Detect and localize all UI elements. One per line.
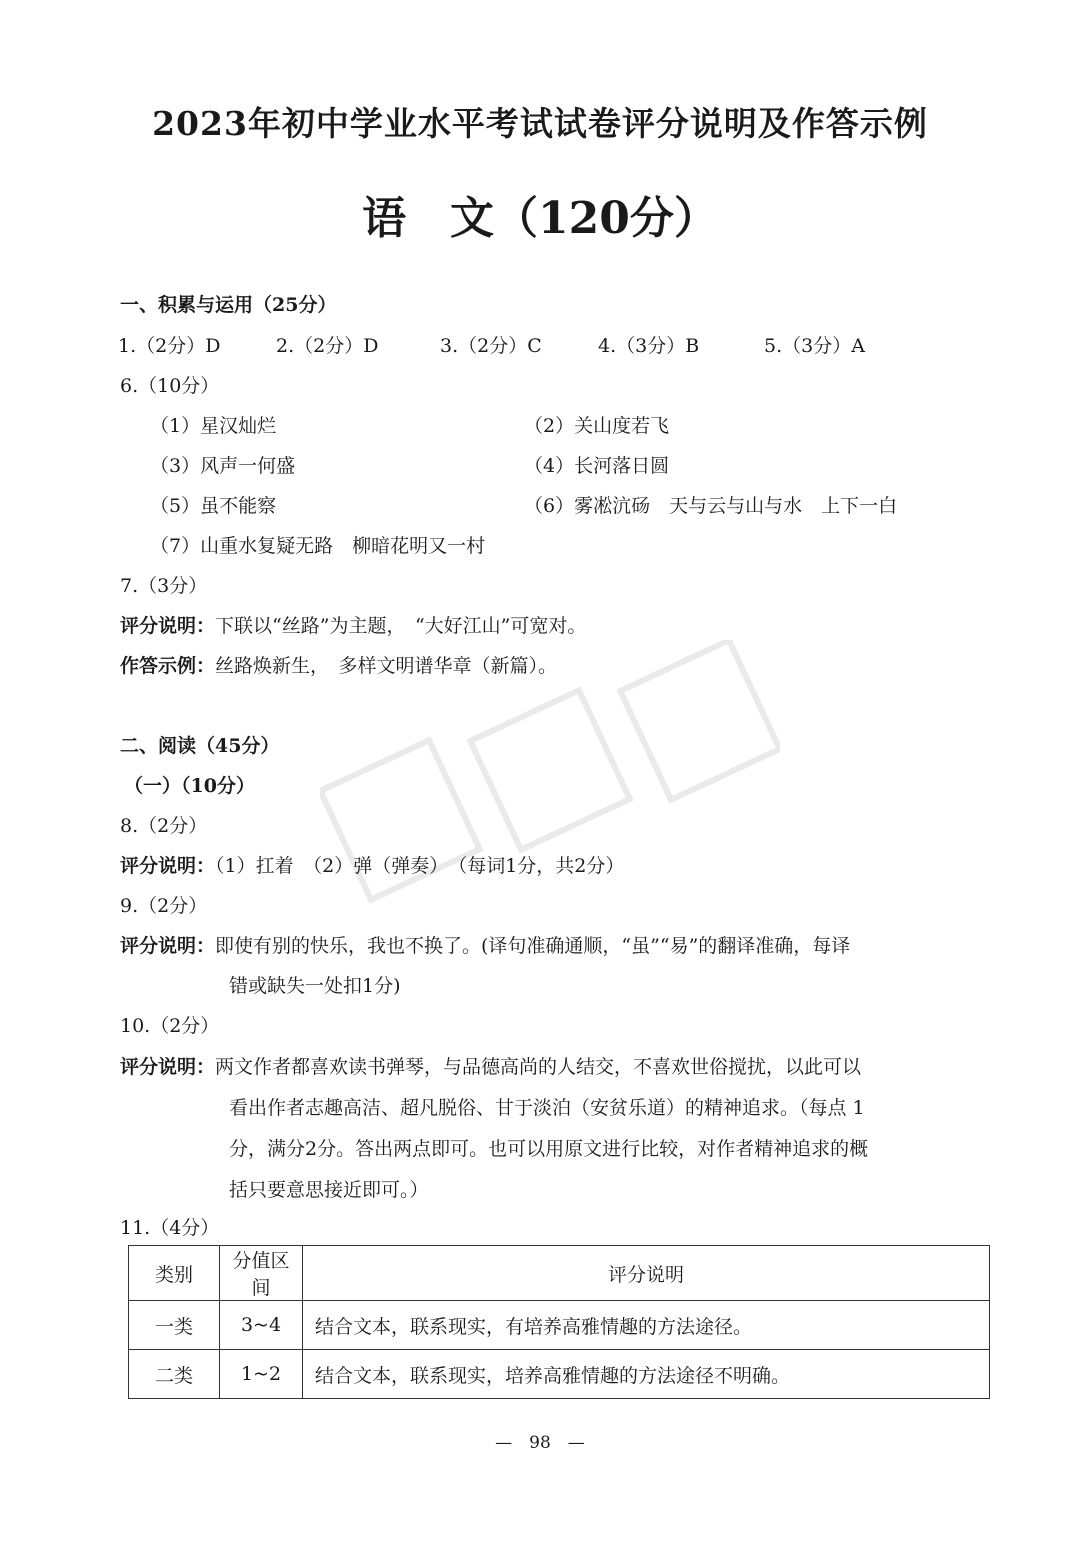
scoring-text: 即使有别的快乐，我也不换了。(译句准确通顺，“虽”“易”的翻译准确，每译 [215,935,851,957]
scoring-label: 评分说明： [120,615,216,637]
table-cell-description: 结合文本，联系现实，培养高雅情趣的方法途径不明确。 [303,1350,990,1399]
table-cell-score: 3~4 [220,1301,303,1350]
table-header-category: 类别 [129,1246,220,1301]
table-header-row [129,1246,990,1301]
answer-q4: 4.（3分）B [598,335,700,357]
page-number: — 98 — [495,1433,585,1453]
answer-q6-7: （7）山重水复疑无路 柳暗花明又一村 [150,535,486,557]
table-header-score-range: 分值区间 [220,1246,303,1301]
scoring-label: 评分说明： [120,935,216,957]
question-7: 7.（3分） [120,575,208,597]
table-cell-score: 1~2 [220,1350,303,1399]
answer-q5: 5.（3分）A [764,335,865,357]
answer-q1: 1.（2分）D [118,335,221,357]
table-header-description: 评分说明 [303,1246,990,1301]
section1-heading: 一、积累与运用（25分） [120,294,337,316]
answer-q6-6: （6）雾凇沆砀 天与云与山与水 上下一白 [524,495,898,517]
table-cell-description: 结合文本，联系现实，有培养高雅情趣的方法途径。 [303,1301,990,1350]
q9-scoring-note-cont: 错或缺失一处扣1分) [229,975,401,997]
table-cell-category: 一类 [129,1301,220,1350]
question-11: 11.（4分） [120,1217,220,1239]
question-6: 6.（10分） [120,375,220,397]
q10-scoring-note [120,1054,861,1080]
question-10: 10.（2分） [120,1015,220,1037]
table-row [129,1350,990,1399]
example-text: 丝路焕新生， 多样文明谱华章（新篇）。 [215,655,558,677]
table-row [129,1301,990,1350]
scoring-text: （1）扛着 （2）弹（弹奏） （每词1分，共2分） [215,855,625,877]
q10-scoring-note-line4: 括只要意思接近即可。） [229,1179,429,1201]
q10-scoring-note-line2: 看出作者志趣高洁、超凡脱俗、甘于淡泊（安贫乐道）的精神追求。（每点 1 [229,1097,865,1119]
scoring-text: 两文作者都喜欢读书弹琴，与品德高尚的人结交，不喜欢世俗搅扰，以此可以 [215,1056,862,1078]
document-title: 2023年初中学业水平考试试卷评分说明及作答示例 [152,104,928,143]
subject-title: 语 文（120分） [362,193,718,244]
q7-scoring-note [120,613,586,639]
question-8: 8.（2分） [120,815,208,837]
answer-q6-4: （4）长河落日圆 [524,455,670,477]
scoring-table [128,1245,990,1399]
answer-q2: 2.（2分）D [276,335,379,357]
answer-q6-3: （3）风声一何盛 [150,455,296,477]
answer-q6-5: （5）虽不能察 [150,495,277,517]
answer-q3: 3.（2分）C [440,335,542,357]
faint-watermark [320,640,780,940]
subsection-1-heading: （一）（10分） [124,775,255,797]
question-9: 9.（2分） [120,895,208,917]
answer-q6-1: （1）星汉灿烂 [150,415,277,437]
section2-heading: 二、阅读（45分） [120,735,280,757]
scoring-label: 评分说明： [120,855,216,877]
q10-scoring-note-line3: 分，满分2分。答出两点即可。也可以用原文进行比较，对作者精神追求的概 [229,1138,869,1160]
scoring-text: 下联以“丝路”为主题， “大好江山”可宽对。 [215,615,587,637]
table-cell-category: 二类 [129,1350,220,1399]
scoring-label: 评分说明： [120,1056,216,1078]
answer-q6-2: （2）关山度若飞 [524,415,670,437]
example-label: 作答示例： [120,655,216,677]
